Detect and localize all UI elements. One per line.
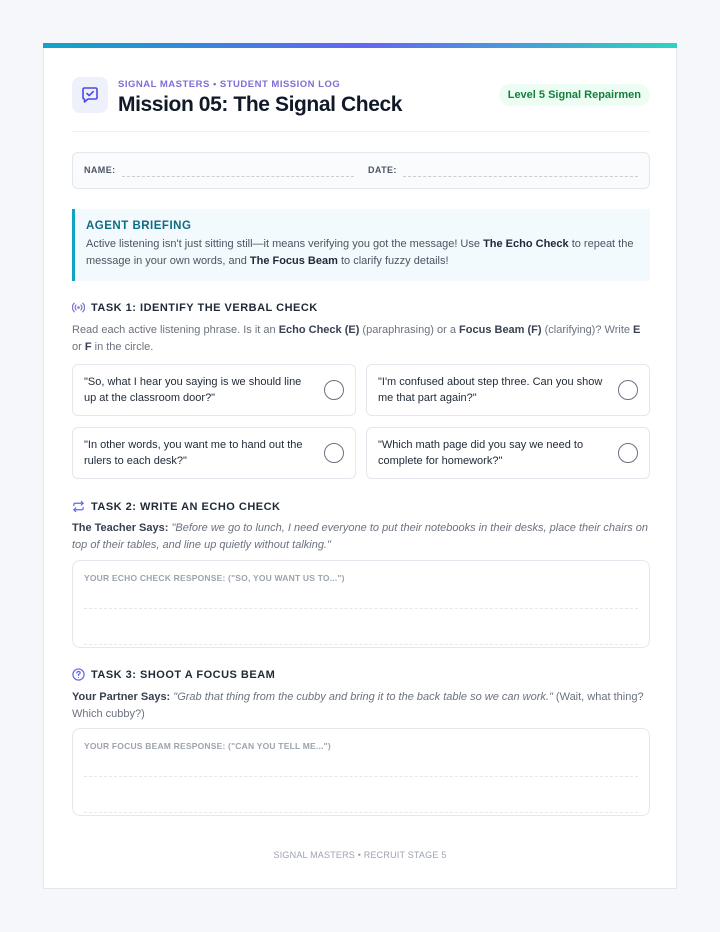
phrase-text: "Which math page did you say we need to complete for homework?" [378,439,584,467]
footer: SIGNAL MASTERS • RECRUIT STAGE 5 [273,850,447,860]
briefing-title: AGENT BRIEFING [86,220,192,232]
broadcast-signal-icon [72,301,85,314]
phrase-card [366,427,650,479]
message-check-icon [72,77,108,113]
level-badge: Level 5 Signal Repairmen [499,84,650,106]
writing-line [84,776,638,777]
teacher-prompt: The Teacher Says: "Before we go to lunch, I need everyone to put their notebooks in their desks, place their chairs on top of their tables, and line up quietly without talking." [72,522,649,551]
worksheet [43,43,677,889]
echo-check-response-box[interactable] [72,560,650,648]
response-label: YOUR ECHO CHECK RESPONSE: ("SO, YOU WANT US TO...") [84,573,345,583]
date-label: DATE: [368,165,397,175]
question-circle-icon [72,668,85,681]
focus-beam-response-box[interactable] [72,728,650,816]
answer-circle[interactable] [618,380,638,400]
phrase-text: "In other words, you want me to hand out the rulers to each desk?" [84,439,303,467]
partner-prompt: Your Partner Says: "Grab that thing from the cubby and bring it to the back table so we can work." (Wait, what thing? Which cubby?) [72,691,644,720]
name-field[interactable] [122,176,354,177]
task3-heading: TASK 3: SHOOT A FOCUS BEAM [72,668,275,681]
answer-circle[interactable] [618,443,638,463]
phrase-card [72,364,356,416]
phrase-card [72,427,356,479]
answer-circle[interactable] [324,380,344,400]
task1-heading: TASK 1: IDENTIFY THE VERBAL CHECK [72,301,318,314]
name-date-box [72,152,650,189]
eyebrow: SIGNAL MASTERS • STUDENT MISSION LOG [118,79,341,90]
briefing-text: Active listening isn't just sitting still—it means verifying you got the message! Use The Echo Check to repeat the message in your own words, and The Focus Beam to clarify fuzzy details! [86,238,634,267]
repeat-arrows-icon [72,500,85,513]
name-label: NAME: [84,165,116,175]
agent-briefing [72,209,650,281]
gradient-top-bar [43,43,677,48]
answer-circle[interactable] [324,443,344,463]
phrase-text: "I'm confused about step three. Can you show me that part again?" [378,376,603,404]
task1-instructions: Read each active listening phrase. Is it an Echo Check (E) (paraphrasing) or a Focus Beam (F) (clarifying)? Write E or F in the circle. [72,324,641,353]
phrase-card [366,364,650,416]
writing-line [84,812,638,813]
task2-heading: TASK 2: WRITE AN ECHO CHECK [72,500,281,513]
phrase-text: "So, what I hear you saying is we should line up at the classroom door?" [84,376,302,404]
page-title: Mission 05: The Signal Check [118,93,403,116]
writing-line [84,644,638,645]
writing-line [84,608,638,609]
header [72,77,650,132]
response-label: YOUR FOCUS BEAM RESPONSE: ("CAN YOU TELL ME...") [84,741,331,751]
date-field[interactable] [403,176,638,177]
